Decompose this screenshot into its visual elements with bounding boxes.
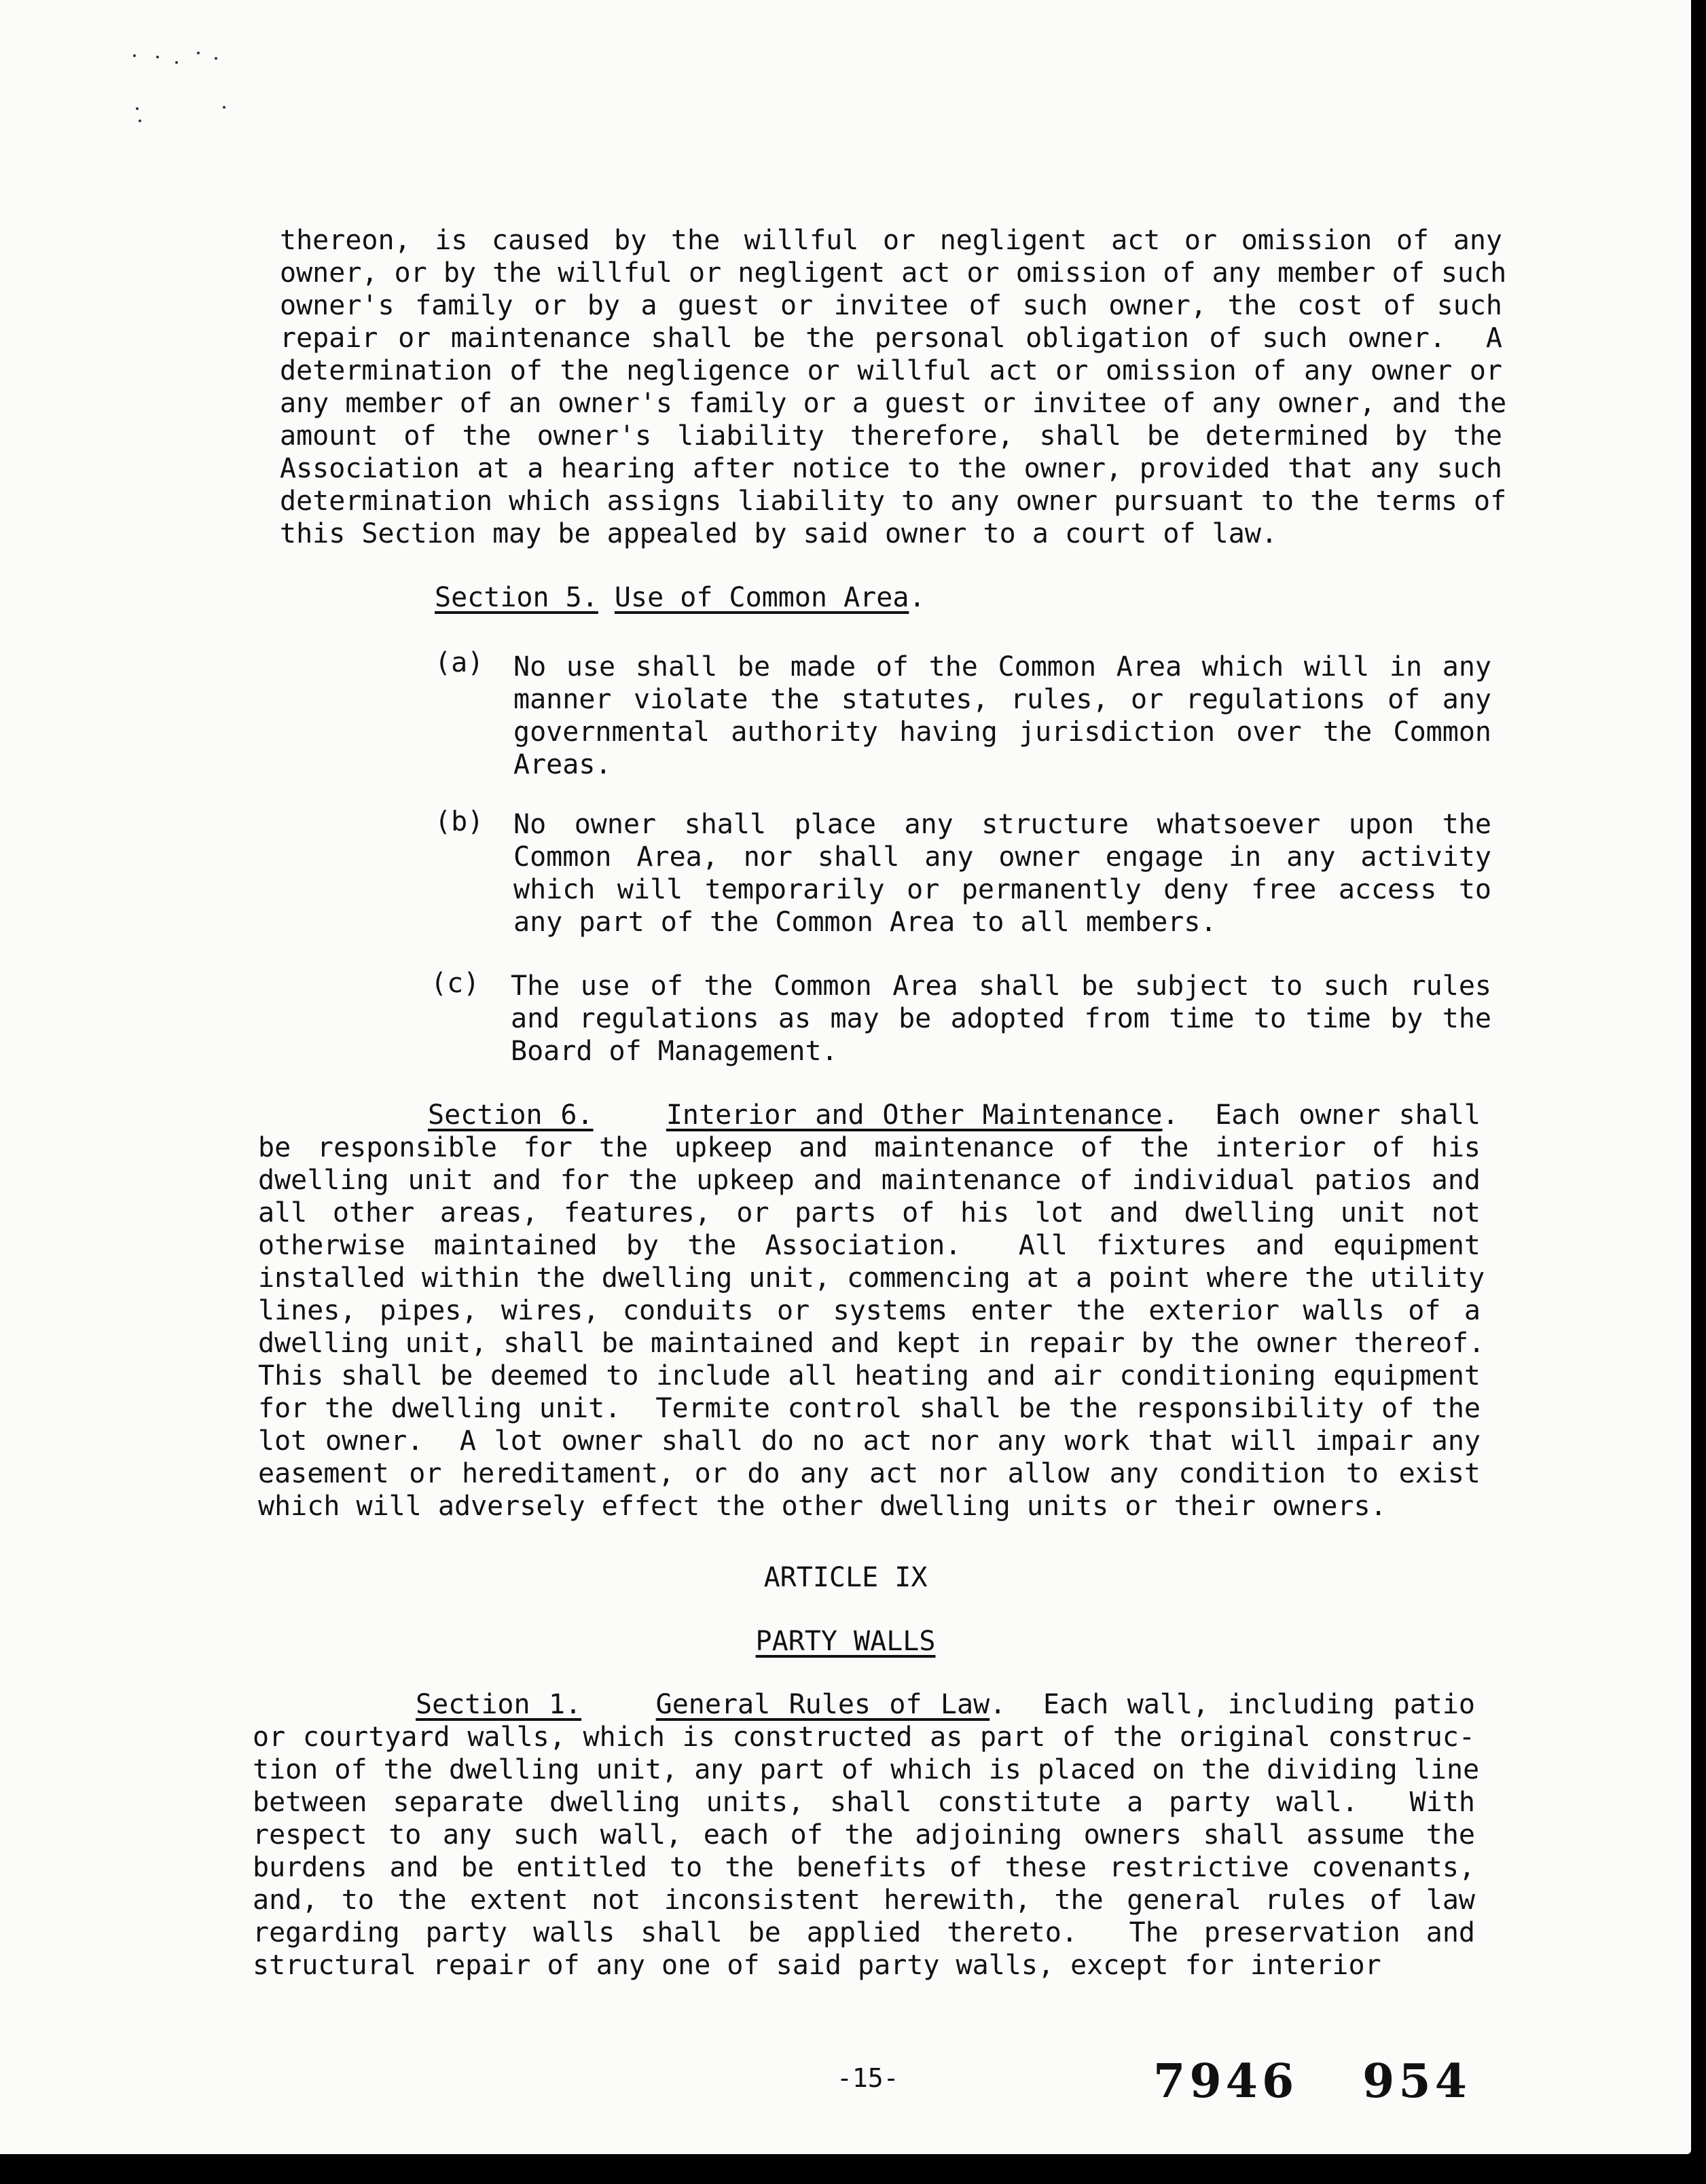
text-line: manner violate the statutes, rules, or regulations of any bbox=[513, 684, 1491, 715]
article-heading: ARTICLE IX bbox=[763, 1562, 928, 1593]
section-6-title: Interior and Other Maintenance bbox=[666, 1099, 1163, 1131]
text-line: which will adversely effect the other dwelling units or their owners. bbox=[258, 1491, 1387, 1522]
text-line: repair or maintenance shall be the personal obligation of such owner. A bbox=[280, 323, 1502, 354]
text-line: which will temporarily or permanently deny free access to bbox=[513, 874, 1491, 905]
scan-specks bbox=[129, 48, 278, 129]
text-line: No owner shall place any structure whatsoever upon the bbox=[513, 809, 1491, 840]
article-title bbox=[0, 1626, 1691, 1657]
text-line: or courtyard walls, which is constructed as part of the original construc- bbox=[253, 1722, 1475, 1753]
text-line: owner, or by the willful or negligent act or omission of any member of such bbox=[280, 257, 1507, 289]
text-line: respect to any such wall, each of the adjoining owners shall assume the bbox=[253, 1819, 1475, 1851]
text-line: amount of the owner's liability therefore, shall be determined by the bbox=[280, 420, 1502, 452]
book-number: 7946 bbox=[1153, 2054, 1299, 2109]
item-marker: (a) bbox=[435, 647, 484, 678]
text-line: regarding party walls shall be applied thereto. The preservation and bbox=[253, 1917, 1475, 1948]
text-line: any part of the Common Area to all members. bbox=[513, 907, 1217, 938]
text-line: owner's family or by a guest or invitee of such owner, the cost of such bbox=[280, 290, 1502, 321]
section-5-title-end: . bbox=[909, 582, 926, 613]
text-line: determination of the negligence or willful act or omission of any owner or bbox=[280, 355, 1502, 386]
section-1-title: General Rules of Law bbox=[655, 1689, 990, 1720]
book-page-number: 954 bbox=[1362, 2054, 1471, 2109]
text-line: installed within the dwelling unit, commencing at a point where the utility bbox=[258, 1262, 1485, 1294]
text-line: burdens and be entitled to the benefits of these restrictive covenants, bbox=[253, 1852, 1475, 1883]
scan-edge-right bbox=[1691, 0, 1706, 2184]
text-line: lines, pipes, wires, conduits or systems enter the exterior walls of a bbox=[258, 1295, 1481, 1326]
section-6-first-rest: . Each owner shall bbox=[1162, 1099, 1481, 1131]
text-line: determination which assigns liability to any owner pursuant to the terms of bbox=[280, 486, 1507, 517]
scan-edge-bottom bbox=[0, 2154, 1706, 2184]
text-line: between separate dwelling units, shall constitute a party wall. With bbox=[253, 1787, 1475, 1818]
list-item bbox=[513, 651, 1491, 781]
section-1-label: Section 1. bbox=[416, 1689, 582, 1720]
text-line: and regulations as may be adopted from time to time by the bbox=[511, 1003, 1491, 1034]
text-line: any member of an owner's family or a guest or invitee of any owner, and the bbox=[280, 388, 1507, 419]
section-6 bbox=[258, 1099, 1485, 1523]
section-5-title: Use of Common Area bbox=[614, 582, 909, 613]
text-line: for the dwelling unit. Termite control shall be the responsibility of the bbox=[258, 1393, 1481, 1424]
section-5-label: Section 5. bbox=[435, 582, 598, 613]
text-line: thereon, is caused by the willful or negligent act or omission of any bbox=[280, 225, 1502, 256]
section-5-heading bbox=[435, 581, 926, 614]
text-line: structural repair of any one of said party walls, except for interior bbox=[253, 1950, 1381, 1981]
text-line: Common Area, nor shall any owner engage in any activity bbox=[513, 841, 1491, 873]
text-line: This shall be deemed to include all heating and air conditioning equipment bbox=[258, 1360, 1481, 1391]
text-line: Association at a hearing after notice to the owner, provided that any such bbox=[280, 453, 1502, 484]
item-marker: (c) bbox=[431, 968, 480, 999]
section-6-first-line bbox=[258, 1099, 1481, 1131]
section-1 bbox=[253, 1688, 1480, 1982]
section-1-first-line bbox=[253, 1688, 1475, 1721]
text-line: The use of the Common Area shall be subject to such rules bbox=[511, 970, 1491, 1002]
list-item bbox=[513, 808, 1491, 939]
text-line: be responsible for the upkeep and maintenance of the interior of his bbox=[258, 1132, 1481, 1163]
article-title-text: PARTY WALLS bbox=[755, 1626, 936, 1657]
section-1-first-rest: . Each wall, including patio bbox=[990, 1689, 1476, 1720]
text-line: dwelling unit and for the upkeep and maintenance of individual patios and bbox=[258, 1165, 1481, 1196]
list-item bbox=[511, 970, 1491, 1068]
text-line: easement or hereditament, or do any act nor allow any condition to exist bbox=[258, 1458, 1481, 1489]
text-line: otherwise maintained by the Association. All fixtures and equipment bbox=[258, 1230, 1481, 1261]
text-line: Areas. bbox=[513, 749, 612, 780]
text-line: lot owner. A lot owner shall do no act nor any work that will impair any bbox=[258, 1425, 1481, 1457]
continued-paragraph bbox=[280, 224, 1507, 550]
text-line: this Section may be appealed by said owner to a court of law. bbox=[280, 518, 1278, 549]
text-line: all other areas, features, or parts of his lot and dwelling unit not bbox=[258, 1197, 1481, 1228]
text-line: Board of Management. bbox=[511, 1036, 838, 1067]
item-marker: (b) bbox=[435, 806, 484, 837]
text-line: and, to the extent not inconsistent herewith, the general rules of law bbox=[253, 1885, 1475, 1916]
text-line: No use shall be made of the Common Area which will in any bbox=[513, 651, 1491, 682]
text-line: dwelling unit, shall be maintained and kept in repair by the owner thereof. bbox=[258, 1328, 1485, 1359]
text-line: tion of the dwelling unit, any part of which is placed on the dividing line bbox=[253, 1754, 1480, 1785]
section-6-label: Section 6. bbox=[428, 1099, 594, 1131]
page-number: -15- bbox=[837, 2063, 899, 2093]
text-line: governmental authority having jurisdiction over the Common bbox=[513, 716, 1491, 748]
